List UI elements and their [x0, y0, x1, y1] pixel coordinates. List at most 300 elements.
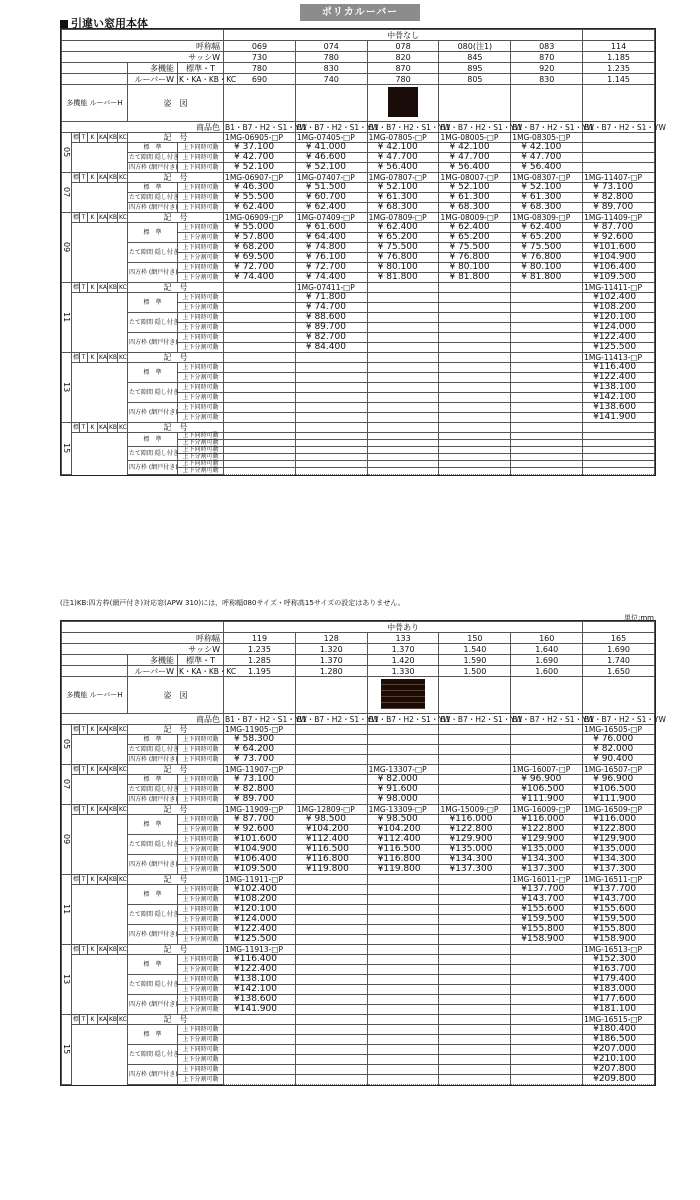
price-cell [224, 363, 296, 373]
price-cell [367, 1065, 439, 1075]
price-cell [367, 393, 439, 403]
price-cell: ¥101.600 [583, 243, 655, 253]
variant-label: 標 準 [128, 433, 178, 447]
price-cell: ¥122.400 [583, 373, 655, 383]
price-cell: ¥116.000 [511, 815, 583, 825]
price-cell: ¥ 76.100 [295, 253, 367, 263]
price-cell: ¥ 81.800 [367, 273, 439, 283]
price-cell: ¥ 91.600 [367, 785, 439, 795]
price-cell [295, 755, 367, 765]
price-cell: ¥ 47.700 [367, 153, 439, 163]
sash-width: 730 [224, 52, 296, 63]
height-code: 13 [62, 353, 72, 423]
multi-width: 1.285 [224, 655, 296, 666]
product-code [367, 283, 439, 293]
color-codes: B1・B7・H2・S1・YW [512, 122, 595, 132]
variant-label: 標 準 [128, 293, 178, 313]
price-cell [224, 433, 296, 440]
price-cell: ¥106.500 [583, 785, 655, 795]
product-code [511, 423, 583, 433]
price-cell: ¥ 62.400 [295, 203, 367, 213]
price-cell [367, 1075, 439, 1085]
operation-label: 上下分割可動 [178, 965, 224, 975]
price-cell: ¥112.400 [367, 835, 439, 845]
price-cell: ¥183.000 [583, 985, 655, 995]
price-cell: ¥ 57.800 [224, 233, 296, 243]
price-cell [295, 383, 367, 393]
price-cell [511, 383, 583, 393]
price-cell: ¥ 58.300 [224, 735, 296, 745]
variant-label: 標 準 [128, 885, 178, 905]
price-cell: ¥109.500 [583, 273, 655, 283]
variant-label: 四方枠 (網戸付き) [128, 855, 178, 875]
price-cell [439, 461, 511, 468]
price-cell [367, 440, 439, 447]
mullion-header: 中骨なし [224, 30, 583, 41]
operation-label: 上下同時可動 [178, 745, 224, 755]
price-cell: ¥ 65.200 [367, 233, 439, 243]
price-cell [511, 755, 583, 765]
price-cell: ¥ 55.500 [224, 193, 296, 203]
variant-label: 標 準 [128, 183, 178, 193]
price-cell: ¥ 74.400 [295, 273, 367, 283]
price-cell [224, 403, 296, 413]
price-cell [511, 293, 583, 303]
product-figure [367, 85, 439, 122]
price-cell [295, 1065, 367, 1075]
price-cell: ¥155.600 [511, 905, 583, 915]
color-label: 商品色 [62, 122, 224, 133]
price-cell [439, 1025, 511, 1035]
price-cell [295, 785, 367, 795]
price-cell: ¥104.200 [367, 825, 439, 835]
price-cell [224, 468, 296, 475]
sash-width: 845 [439, 52, 511, 63]
product-code: 1MG-06905-□P [224, 133, 296, 143]
price-cell [439, 363, 511, 373]
price-cell [367, 313, 439, 323]
operation-label: 上下同時可動 [178, 143, 224, 153]
variant-label: たて隙間 隠し付き [128, 1045, 178, 1065]
price-cell [367, 925, 439, 935]
price-cell [439, 785, 511, 795]
operation-label: 上下同時可動 [178, 1045, 224, 1055]
price-cell [295, 413, 367, 423]
price-cell [439, 313, 511, 323]
sash-width: 870 [511, 52, 583, 63]
operation-label: 上下同時可動 [178, 223, 224, 233]
price-cell [295, 440, 367, 447]
price-cell: ¥119.800 [295, 865, 367, 875]
operation-label: 上下同時可動 [178, 815, 224, 825]
price-cell: ¥186.500 [583, 1035, 655, 1045]
sash-label: サッシW [62, 644, 224, 655]
footnote: (注1)KB:四方枠(網戸付き)対応窓(APW 310)には、呼称幅080サイズ・呼称高15サイズの設定はありません。 [60, 599, 405, 607]
price-cell [367, 915, 439, 925]
product-code: 1MG-16007-□P [511, 765, 583, 775]
product-code [367, 725, 439, 735]
figure-label: 姿 図 [128, 677, 224, 714]
color-codes: B1・B7・H2・S1・YW [296, 714, 379, 724]
louver-width: 1.650 [583, 666, 655, 677]
operation-label: 上下同時可動 [178, 955, 224, 965]
height-code: 15 [62, 423, 72, 475]
price-cell: ¥ 92.600 [224, 825, 296, 835]
price-cell [511, 373, 583, 383]
price-cell [295, 925, 367, 935]
price-cell [367, 363, 439, 373]
product-code [295, 765, 367, 775]
price-cell [511, 433, 583, 440]
price-cell [224, 343, 296, 353]
price-cell [367, 975, 439, 985]
operation-label: 上下同時可動 [178, 855, 224, 865]
price-cell [367, 735, 439, 745]
price-cell [511, 975, 583, 985]
multi-width: 1.370 [295, 655, 367, 666]
product-code [439, 283, 511, 293]
price-cell: ¥109.500 [224, 865, 296, 875]
price-cell [224, 323, 296, 333]
price-cell [439, 745, 511, 755]
price-cell [224, 303, 296, 313]
height-code: 13 [62, 945, 72, 1015]
variant-label: たて隙間 隠し付き [128, 835, 178, 855]
price-cell: ¥159.500 [511, 915, 583, 925]
price-cell: ¥116.800 [367, 855, 439, 865]
price-cell [583, 153, 655, 163]
product-code: 1MG-13309-□P [367, 805, 439, 815]
height-code: 11 [62, 283, 72, 353]
price-cell [367, 1045, 439, 1055]
price-cell: ¥ 62.400 [367, 223, 439, 233]
price-cell: ¥155.800 [583, 925, 655, 935]
price-cell [439, 905, 511, 915]
price-cell [439, 965, 511, 975]
price-cell: ¥ 52.100 [367, 183, 439, 193]
price-cell [367, 383, 439, 393]
louver-figure-image [381, 679, 425, 709]
variant-label: 四方枠 (網戸付き) [129, 755, 178, 763]
operation-label: 上下分割可動 [178, 468, 224, 475]
price-cell: ¥ 98.500 [367, 815, 439, 825]
mullion-header: 中骨あり [224, 622, 583, 633]
price-cell [224, 373, 296, 383]
price-cell [439, 403, 511, 413]
operation-label: 上下分割可動 [178, 845, 224, 855]
louver-label: ルーバーW [128, 74, 178, 85]
operation-label: 上下同時可動 [178, 735, 224, 745]
price-cell: ¥ 61.300 [439, 193, 511, 203]
price-cell [367, 454, 439, 461]
price-cell [224, 383, 296, 393]
operation-label: 上下同時可動 [178, 313, 224, 323]
price-cell [367, 745, 439, 755]
variant-label: たて隙間 隠し付き [129, 153, 179, 161]
kkk-label: K・KA・KB・KC [179, 666, 237, 676]
variant-label: 標 準 [128, 363, 178, 383]
price-cell: ¥ 96.900 [511, 775, 583, 785]
operation-label: 上下分割可動 [178, 303, 224, 313]
product-code [583, 133, 655, 143]
price-cell: ¥ 52.100 [224, 163, 296, 173]
height-code: 05 [62, 133, 72, 173]
product-code: 1MG-16513-□P [583, 945, 655, 955]
price-cell [295, 373, 367, 383]
price-cell: ¥137.300 [583, 865, 655, 875]
price-cell [439, 995, 511, 1005]
price-cell: ¥102.400 [583, 293, 655, 303]
variant-label: たて隙間 隠し付き [129, 745, 179, 753]
product-code: 1MG-16009-□P [511, 805, 583, 815]
price-cell: ¥138.100 [224, 975, 296, 985]
sash-width: 1.320 [295, 644, 367, 655]
price-cell: ¥207.800 [583, 1065, 655, 1075]
price-cell [295, 1005, 367, 1015]
variant-label: たて隙間 隠し付き [128, 243, 178, 263]
price-cell [583, 433, 655, 440]
price-cell: ¥177.600 [583, 995, 655, 1005]
operation-label: 上下分割可動 [178, 393, 224, 403]
product-code: 1MG-07409-□P [295, 213, 367, 223]
price-cell [439, 755, 511, 765]
price-cell [224, 454, 296, 461]
price-cell: ¥ 81.800 [439, 273, 511, 283]
louver-width: 830 [511, 74, 583, 85]
price-cell [439, 413, 511, 423]
height-code: 15 [62, 1015, 72, 1085]
color-codes: B1・B7・H2・S1・YW [368, 714, 451, 724]
product-code [295, 875, 367, 885]
width-label: 呼称幅 [62, 633, 224, 644]
price-cell [511, 447, 583, 454]
color-codes: B1・B7・H2・S1・YW [296, 122, 379, 132]
price-cell [511, 1035, 583, 1045]
price-cell: ¥ 42.100 [367, 143, 439, 153]
operation-label: 上下同時可動 [178, 293, 224, 303]
price-cell [295, 905, 367, 915]
operation-label: 上下同時可動 [178, 785, 224, 795]
price-cell: ¥152.300 [583, 955, 655, 965]
price-cell: ¥ 61.300 [511, 193, 583, 203]
price-cell: ¥ 87.700 [583, 223, 655, 233]
color-label: 商品色 [62, 714, 224, 725]
price-cell: ¥ 47.700 [439, 153, 511, 163]
product-code: 1MG-08005-□P [439, 133, 511, 143]
price-cell [295, 795, 367, 805]
product-figure [367, 677, 439, 714]
variant-label: 四方枠 (網戸付き) [129, 163, 178, 171]
product-code: 1MG-07807-□P [367, 173, 439, 183]
product-code: 1MG-11411-□P [583, 283, 655, 293]
price-cell: ¥104.900 [583, 253, 655, 263]
price-cell [439, 433, 511, 440]
multi-label: 多機能 [128, 63, 178, 74]
operation-label: 上下同時可動 [178, 383, 224, 393]
price-cell [511, 1045, 583, 1055]
price-cell [511, 1075, 583, 1085]
louver-h-label: 多機能 ルーバーH [62, 677, 128, 714]
price-cell: ¥181.100 [583, 1005, 655, 1015]
price-cell: ¥108.200 [583, 303, 655, 313]
price-cell: ¥125.500 [583, 343, 655, 353]
price-cell [511, 393, 583, 403]
price-cell [511, 343, 583, 353]
price-cell: ¥ 87.700 [224, 815, 296, 825]
price-cell: ¥ 68.200 [224, 243, 296, 253]
price-cell: ¥ 37.100 [224, 143, 296, 153]
price-cell [367, 895, 439, 905]
price-cell [583, 447, 655, 454]
product-code [439, 875, 511, 885]
price-cell: ¥ 41.000 [295, 143, 367, 153]
section-title: 引違い窓用本体 [60, 15, 148, 31]
price-cell [224, 333, 296, 343]
product-code: 1MG-07411-□P [295, 283, 367, 293]
std-t-label: 標準・T [178, 655, 224, 666]
louver-width: 1.145 [583, 74, 655, 85]
product-code [295, 945, 367, 955]
price-cell [295, 975, 367, 985]
price-cell: ¥ 71.800 [295, 293, 367, 303]
product-code: 1MG-06909-□P [224, 213, 296, 223]
operation-label: 上下分割可動 [178, 454, 224, 461]
multi-width: 1.740 [583, 655, 655, 666]
price-cell [583, 454, 655, 461]
price-cell [511, 461, 583, 468]
price-cell: ¥ 68.300 [439, 203, 511, 213]
price-cell: ¥122.800 [439, 825, 511, 835]
product-code: 1MG-16505-□P [583, 725, 655, 735]
price-cell: ¥ 69.500 [224, 253, 296, 263]
price-cell: ¥143.700 [583, 895, 655, 905]
price-cell: ¥ 61.600 [295, 223, 367, 233]
price-cell: ¥ 68.300 [511, 203, 583, 213]
variant-label: たて隙間 隠し付き [128, 447, 178, 461]
price-cell: ¥101.600 [224, 835, 296, 845]
price-cell [295, 1035, 367, 1045]
price-cell [511, 1055, 583, 1065]
price-cell: ¥124.000 [224, 915, 296, 925]
price-cell [224, 1065, 296, 1075]
price-cell [295, 895, 367, 905]
price-cell: ¥111.900 [583, 795, 655, 805]
price-cell [224, 293, 296, 303]
price-cell [583, 440, 655, 447]
product-code: 1MG-16011-□P [511, 875, 583, 885]
figure-label: 姿 図 [128, 85, 224, 122]
code-label: 記 号 [128, 1015, 224, 1025]
width-119: 119 [224, 633, 296, 644]
color-codes: B1・B7・H2・S1・YW [225, 714, 307, 724]
price-cell: ¥ 56.400 [439, 163, 511, 173]
price-cell: ¥ 62.400 [439, 223, 511, 233]
price-cell [439, 775, 511, 785]
louver-figure-image [388, 87, 418, 117]
kkk-label: K・KA・KB・KC [179, 74, 237, 84]
price-cell: ¥116.800 [295, 855, 367, 865]
variant-label: 四方枠 (網戸付き) [128, 461, 178, 475]
product-code [511, 725, 583, 735]
operation-label: 上下同時可動 [178, 461, 224, 468]
operation-label: 上下同時可動 [178, 263, 224, 273]
price-cell [295, 393, 367, 403]
variant-label: 四方枠 (網戸付き) [128, 403, 178, 423]
price-cell: ¥ 92.600 [583, 233, 655, 243]
product-code: 1MG-07405-□P [295, 133, 367, 143]
price-cell: ¥ 76.000 [583, 735, 655, 745]
width-label: 呼称幅 [62, 41, 224, 52]
price-cell [439, 1005, 511, 1015]
variant-label: 四方枠 (網戸付き) [129, 203, 178, 211]
price-cell: ¥ 42.700 [224, 153, 296, 163]
price-cell [367, 905, 439, 915]
price-cell [295, 775, 367, 785]
operation-label: 上下分割可動 [178, 985, 224, 995]
multi-width: 870 [367, 63, 439, 74]
price-cell [367, 965, 439, 975]
price-cell: ¥ 64.200 [224, 745, 296, 755]
price-cell: ¥ 82.700 [295, 333, 367, 343]
product-code: 1MG-08305-□P [511, 133, 583, 143]
product-code: 1MG-08307-□P [511, 173, 583, 183]
price-cell [511, 1025, 583, 1035]
price-cell [511, 323, 583, 333]
variant-label: 標 準 [128, 775, 178, 785]
price-cell [295, 995, 367, 1005]
price-cell: ¥ 42.100 [511, 143, 583, 153]
operation-label: 上下分割可動 [178, 1035, 224, 1045]
price-cell [295, 735, 367, 745]
product-code [511, 353, 583, 363]
price-cell [583, 461, 655, 468]
price-cell [367, 885, 439, 895]
product-code [511, 283, 583, 293]
price-cell: ¥163.700 [583, 965, 655, 975]
code-label: 記 号 [128, 213, 224, 223]
product-code: 1MG-08309-□P [511, 213, 583, 223]
price-cell [439, 985, 511, 995]
price-cell [439, 955, 511, 965]
variant-label: 標 準 [128, 955, 178, 975]
code-label: 記 号 [128, 133, 224, 143]
price-cell [295, 447, 367, 454]
width-074: 074 [295, 41, 367, 52]
variant-label: たて隙間 隠し付き [129, 193, 179, 201]
color-codes: B1・B7・H2・S1・YW [225, 122, 307, 132]
operation-label: 上下分割可動 [178, 895, 224, 905]
price-cell [439, 293, 511, 303]
price-cell [367, 413, 439, 423]
price-cell: ¥ 72.700 [295, 263, 367, 273]
height-code: 05 [62, 725, 72, 765]
price-cell: ¥ 80.100 [511, 263, 583, 273]
price-cell [511, 313, 583, 323]
operation-label: 上下同時可動 [178, 775, 224, 785]
variant-label: たて隙間 隠し付き [128, 383, 178, 403]
price-cell [367, 343, 439, 353]
price-cell: ¥ 61.300 [367, 193, 439, 203]
price-cell: ¥ 82.000 [367, 775, 439, 785]
product-code [224, 1015, 296, 1025]
price-cell: ¥ 74.700 [295, 303, 367, 313]
price-cell: ¥ 52.100 [511, 183, 583, 193]
price-cell [583, 468, 655, 475]
price-cell [295, 433, 367, 440]
price-cell: ¥119.800 [367, 865, 439, 875]
price-cell [367, 468, 439, 475]
price-cell: ¥179.400 [583, 975, 655, 985]
